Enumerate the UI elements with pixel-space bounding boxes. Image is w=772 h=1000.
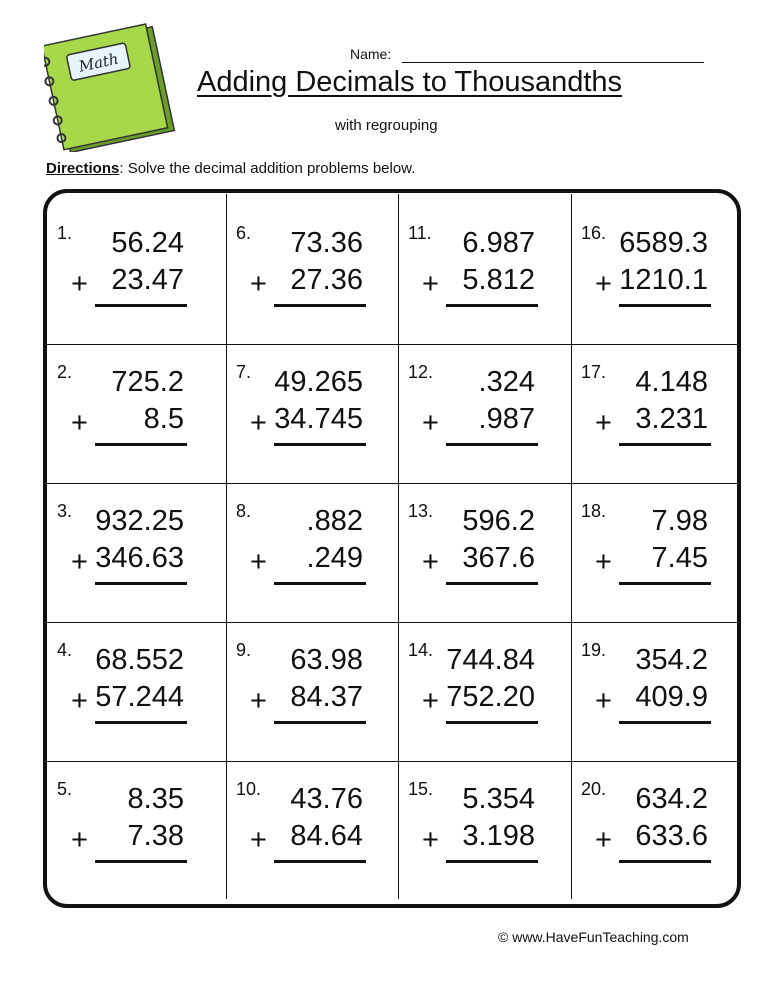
- plus-sign: +: [595, 685, 612, 717]
- plus-sign: +: [250, 546, 267, 578]
- copyright-footer: © www.HaveFunTeaching.com: [498, 929, 689, 945]
- addend-bottom: 84.64: [290, 820, 363, 852]
- problem-14: [398, 622, 571, 761]
- problem-7: [226, 344, 399, 483]
- addend-top: 49.265: [274, 366, 363, 398]
- addend-bottom: 346.63: [95, 542, 184, 574]
- addend-top: 6589.3: [619, 227, 708, 259]
- addend-top: 932.25: [95, 505, 184, 537]
- addend-top: 744.84: [446, 644, 535, 676]
- addend-bottom: 84.37: [290, 681, 363, 713]
- plus-sign: +: [71, 407, 88, 439]
- plus-sign: +: [422, 824, 439, 856]
- plus-sign: +: [422, 546, 439, 578]
- answer-line[interactable]: [619, 443, 711, 446]
- problem-number: 12.: [408, 362, 434, 382]
- answer-line[interactable]: [95, 443, 187, 446]
- answer-line[interactable]: [95, 721, 187, 724]
- name-label: Name:: [350, 46, 392, 62]
- plus-sign: +: [71, 685, 88, 717]
- answer-line[interactable]: [274, 304, 366, 307]
- problem-17: [571, 344, 744, 483]
- addend-bottom: 5.812: [462, 264, 535, 296]
- problem-1: [47, 205, 220, 344]
- addend-top: 56.24: [111, 227, 184, 259]
- problem-number: 13.: [408, 501, 434, 521]
- logo-label: Math: [77, 49, 121, 76]
- answer-line[interactable]: [446, 721, 538, 724]
- addend-top: 63.98: [290, 644, 363, 676]
- name-answer-line[interactable]: [402, 62, 704, 63]
- problem-number: 14.: [408, 640, 434, 660]
- plus-sign: +: [595, 546, 612, 578]
- addend-bottom: .249: [306, 542, 363, 574]
- addend-top: .324: [478, 366, 535, 398]
- addend-bottom: .987: [478, 403, 535, 435]
- addend-bottom: 3.231: [635, 403, 708, 435]
- answer-line[interactable]: [446, 860, 538, 863]
- addend-bottom: 752.20: [446, 681, 535, 713]
- addend-top: 8.35: [127, 783, 184, 815]
- addend-top: 43.76: [290, 783, 363, 815]
- directions-text: : Solve the decimal addition problems below.: [119, 160, 416, 177]
- addend-bottom: 23.47: [111, 264, 184, 296]
- addend-bottom: 409.9: [635, 681, 708, 713]
- directions-label: Directions: [46, 160, 120, 177]
- addend-top: 5.354: [462, 783, 535, 815]
- answer-line[interactable]: [619, 304, 711, 307]
- problem-18: [571, 483, 744, 622]
- problem-number: 1.: [57, 223, 73, 243]
- problem-13: [398, 483, 571, 622]
- problem-5: [47, 761, 220, 900]
- addend-bottom: 34.745: [274, 403, 363, 435]
- addend-top: 73.36: [290, 227, 363, 259]
- problem-6: [226, 205, 399, 344]
- problem-number: 17.: [581, 362, 607, 382]
- answer-line[interactable]: [274, 443, 366, 446]
- plus-sign: +: [422, 407, 439, 439]
- problem-3: [47, 483, 220, 622]
- addend-top: 596.2: [462, 505, 535, 537]
- answer-line[interactable]: [274, 860, 366, 863]
- answer-line[interactable]: [95, 304, 187, 307]
- addend-top: 634.2: [635, 783, 708, 815]
- problem-19: [571, 622, 744, 761]
- plus-sign: +: [250, 268, 267, 300]
- addend-bottom: 8.5: [143, 403, 184, 435]
- addend-bottom: 3.198: [462, 820, 535, 852]
- addend-bottom: 367.6: [462, 542, 535, 574]
- addend-top: .882: [306, 505, 363, 537]
- answer-line[interactable]: [274, 582, 366, 585]
- plus-sign: +: [595, 824, 612, 856]
- problem-number: 20.: [581, 779, 607, 799]
- addend-bottom: 1210.1: [619, 264, 708, 296]
- worksheet-subtitle: with regrouping: [335, 117, 438, 134]
- problem-number: 18.: [581, 501, 607, 521]
- answer-line[interactable]: [446, 304, 538, 307]
- plus-sign: +: [422, 268, 439, 300]
- problem-number: 19.: [581, 640, 607, 660]
- problem-11: [398, 205, 571, 344]
- plus-sign: +: [71, 546, 88, 578]
- plus-sign: +: [250, 824, 267, 856]
- problem-10: [226, 761, 399, 900]
- answer-line[interactable]: [274, 721, 366, 724]
- answer-line[interactable]: [619, 582, 711, 585]
- addend-top: 6.987: [462, 227, 535, 259]
- addend-bottom: 57.244: [95, 681, 184, 713]
- problem-9: [226, 622, 399, 761]
- problem-8: [226, 483, 399, 622]
- addend-top: 725.2: [111, 366, 184, 398]
- problem-number: 16.: [581, 223, 607, 243]
- plus-sign: +: [71, 268, 88, 300]
- addend-top: 68.552: [95, 644, 184, 676]
- worksheet-title: Adding Decimals to Thousandths: [197, 66, 623, 98]
- plus-sign: +: [250, 407, 267, 439]
- answer-line[interactable]: [446, 443, 538, 446]
- problem-12: [398, 344, 571, 483]
- directions: [46, 160, 415, 177]
- problem-number: 5.: [57, 779, 73, 799]
- plus-sign: +: [422, 685, 439, 717]
- problem-15: [398, 761, 571, 900]
- problem-20: [571, 761, 744, 900]
- addend-bottom: 27.36: [290, 264, 363, 296]
- plus-sign: +: [71, 824, 88, 856]
- answer-line[interactable]: [95, 582, 187, 585]
- problem-number: 9.: [236, 640, 252, 660]
- math-notebook-logo: [44, 22, 184, 152]
- answer-line[interactable]: [619, 860, 711, 863]
- answer-line[interactable]: [446, 582, 538, 585]
- problem-16: [571, 205, 744, 344]
- plus-sign: +: [250, 685, 267, 717]
- problem-number: 11.: [408, 223, 432, 243]
- addend-top: 7.98: [651, 505, 708, 537]
- problem-number: 15.: [408, 779, 434, 799]
- problem-number: 6.: [236, 223, 252, 243]
- problem-2: [47, 344, 220, 483]
- problem-number: 7.: [236, 362, 252, 382]
- addend-bottom: 7.45: [651, 542, 708, 574]
- problem-4: [47, 622, 220, 761]
- answer-line[interactable]: [95, 860, 187, 863]
- problem-number: 8.: [236, 501, 252, 521]
- plus-sign: +: [595, 268, 612, 300]
- addend-top: 354.2: [635, 644, 708, 676]
- answer-line[interactable]: [619, 721, 711, 724]
- problem-number: 3.: [57, 501, 73, 521]
- problem-number: 10.: [236, 779, 262, 799]
- problem-number: 2.: [57, 362, 73, 382]
- plus-sign: +: [595, 407, 612, 439]
- addend-bottom: 7.38: [127, 820, 184, 852]
- addend-bottom: 633.6: [635, 820, 708, 852]
- addend-top: 4.148: [635, 366, 708, 398]
- problem-number: 4.: [57, 640, 73, 660]
